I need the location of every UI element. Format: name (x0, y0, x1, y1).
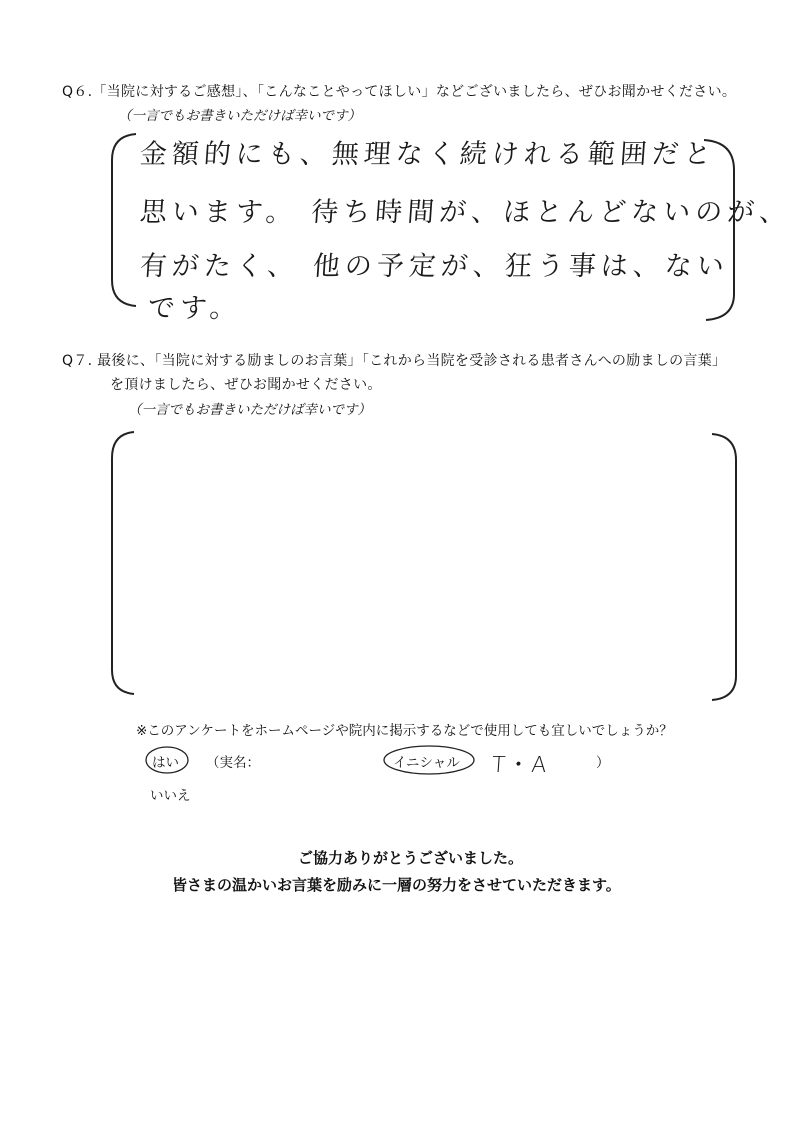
real-name-label: （実名： (206, 755, 260, 771)
option-yes[interactable]: はい (152, 755, 179, 771)
q6-answer-line: 思います。 待ち時間が、ほとんどないのが、 (138, 197, 793, 228)
q7-question-line2: を頂けましたら、ぜひお聞かせください。 (110, 377, 382, 393)
initial-value: T・A (490, 753, 550, 778)
q6-answer-line: です。 (146, 293, 243, 324)
q7-note: （一言でもお書きいただけば幸いです） (128, 402, 371, 418)
q7-question-line1: Q７. 最後に、「当院に対する励ましのお言葉」「これから当院を受診される患者さんへの励ましの言葉」 (62, 353, 727, 369)
option-initial[interactable]: イニシャル (393, 755, 460, 771)
close-paren: ） (596, 755, 610, 771)
permission-question: ※このアンケートをホームページや院内に掲示するなどで使用しても宜しいでしょうか？ (136, 723, 673, 739)
q6-question: Q６.「当院に対するご感想」、「こんなことやってほしい」などございましたら、ぜひお聞かせください。 (62, 84, 737, 100)
closing-line2: 皆さまの温かいお言葉を励みに一層の努力をさせていただきます。 (172, 876, 621, 894)
closing-line1: ご協力ありがとうございました。 (298, 849, 524, 867)
option-no[interactable]: いいえ (150, 788, 191, 804)
q6-answer-line: 金額的にも、無理なく続けれる範囲だと (138, 139, 717, 170)
q6-answer-line: 有がたく、 他の予定が、狂う事は、ない (138, 251, 730, 282)
q6-note: （一言でもお書きいただけば幸いです） (118, 108, 361, 124)
